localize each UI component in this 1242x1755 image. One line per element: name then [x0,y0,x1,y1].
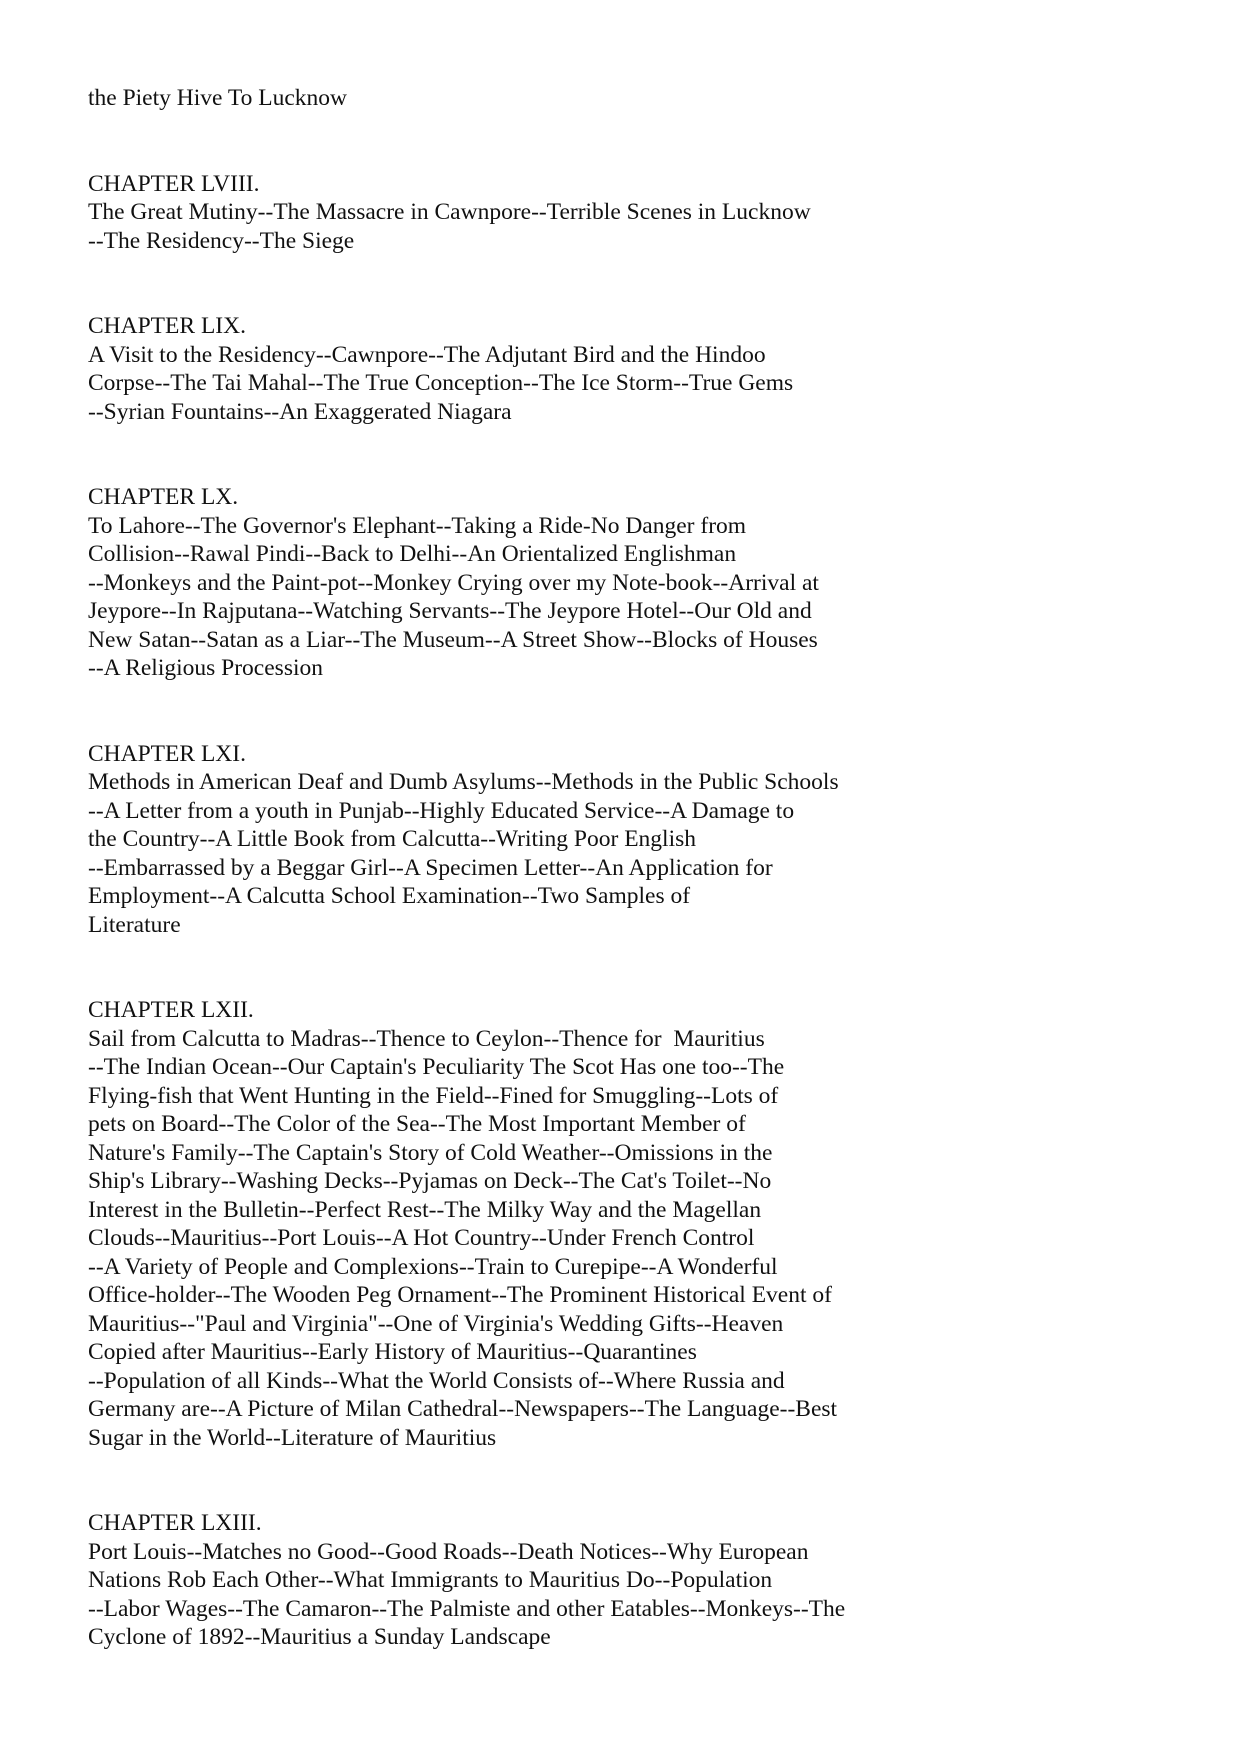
chapter-summary-line: --A Variety of People and Complexions--Train to Curepipe--A Wonderful [88,1253,778,1280]
chapter-heading: CHAPTER LXIII. [88,1510,262,1536]
chapter-summary-line: Germany are--A Picture of Milan Cathedral--Newspapers--The Language--Best [88,1396,838,1422]
chapter-summary-line: Cyclone of 1892--Mauritius a Sunday Landscape [88,1624,551,1650]
chapter-heading: CHAPTER LVIII. [88,170,260,197]
chapter-summary-line: Literature [88,911,181,938]
chapter-heading: CHAPTER LXII. [88,997,254,1023]
chapter-summary-line: Nature's Family--The Captain's Story of Cold Weather--Omissions in the [88,1139,773,1166]
chapter-summary-line: Sail from Calcutta to Madras--Thence to Ceylon--Thence for Mauritius [88,1025,765,1052]
chapter-summary-line: To Lahore--The Governor's Elephant--Taking a Ride-No Danger from [88,512,747,539]
chapter-block-lviii [88,170,1188,256]
chapter-summary-line: --Syrian Fountains--An Exaggerated Niagara [88,398,512,425]
chapter-summary-line: --Labor Wages--The Camaron--The Palmiste and other Eatables--Monkeys--The [88,1595,846,1622]
intro-section [88,84,1188,113]
chapter-heading: CHAPTER LIX. [88,313,246,339]
chapter-summary-line: --Population of all Kinds--What the World Consists of--Where Russia and [88,1367,785,1394]
chapter-summary-line: Jeypore--In Rajputana--Watching Servants--The Jeypore Hotel--Our Old and [88,598,812,624]
intro-line: the Piety Hive To Lucknow [88,85,347,111]
chapter-summary-line: Sugar in the World--Literature of Mauritius [88,1424,497,1451]
chapter-summary-line: Employment--A Calcutta School Examination--Two Samples of [88,883,691,909]
chapter-heading: CHAPTER LX. [88,484,239,510]
chapter-summary-line: Flying-fish that Went Hunting in the Field--Fined for Smuggling--Lots of [88,1082,779,1109]
chapter-summary-line: Corpse--The Tai Mahal--The True Conception--The Ice Storm--True Gems [88,370,794,396]
chapter-summary-line: --The Residency--The Siege [88,227,355,254]
chapter-heading: CHAPTER LXI. [88,740,246,767]
chapter-summary-line: Copied after Mauritius--Early History of Mauritius--Quarantines [88,1339,697,1365]
chapter-summary-line: Office-holder--The Wooden Peg Ornament--The Prominent Historical Event of [88,1282,832,1308]
chapter-block-lxii [88,996,1188,1452]
chapter-block-lx [88,483,1188,683]
chapter-summary-line: Clouds--Mauritius--Port Louis--A Hot Country--Under French Control [88,1225,755,1251]
chapter-summary-line: Collision--Rawal Pindi--Back to Delhi--An Orientalized Englishman [88,541,737,567]
chapter-summary-line: Interest in the Bulletin--Perfect Rest--The Milky Way and the Magellan [88,1196,762,1223]
chapter-summary-line: Port Louis--Matches no Good--Good Roads--Death Notices--Why European [88,1538,809,1565]
chapter-summary-line: Mauritius--"Paul and Virginia"--One of Virginia's Wedding Gifts--Heaven [88,1310,784,1337]
chapter-summary-line: --Monkeys and the Paint-pot--Monkey Crying over my Note-book--Arrival at [88,569,819,596]
document-page [88,84,1188,1709]
chapter-summary-line: Nations Rob Each Other--What Immigrants to Mauritius Do--Population [88,1567,773,1593]
chapter-summary-line: A Visit to the Residency--Cawnpore--The Adjutant Bird and the Hindoo [88,341,766,368]
chapter-block-lxiii [88,1509,1188,1652]
chapter-summary-line: Methods in American Deaf and Dumb Asylums--Methods in the Public Schools [88,769,839,795]
chapter-summary-line: pets on Board--The Color of the Sea--The Most Important Member of [88,1111,746,1137]
chapter-summary-line: --Embarrassed by a Beggar Girl--A Specimen Letter--An Application for [88,854,773,881]
chapter-summary-line: --A Letter from a youth in Punjab--Highly Educated Service--A Damage to [88,797,795,824]
chapter-summary-line: New Satan--Satan as a Liar--The Museum--A Street Show--Blocks of Houses [88,626,818,653]
chapter-summary-line: --The Indian Ocean--Our Captain's Peculiarity The Scot Has one too--The [88,1054,785,1080]
chapter-block-lix [88,312,1188,426]
chapter-summary-line: The Great Mutiny--The Massacre in Cawnpore--Terrible Scenes in Lucknow [88,199,811,225]
chapter-summary-line: the Country--A Little Book from Calcutta--Writing Poor English [88,826,697,852]
chapter-block-lxi [88,740,1188,940]
chapter-summary-line: Ship's Library--Washing Decks--Pyjamas on Deck--The Cat's Toilet--No [88,1168,772,1194]
chapter-summary-line: --A Religious Procession [88,655,323,681]
